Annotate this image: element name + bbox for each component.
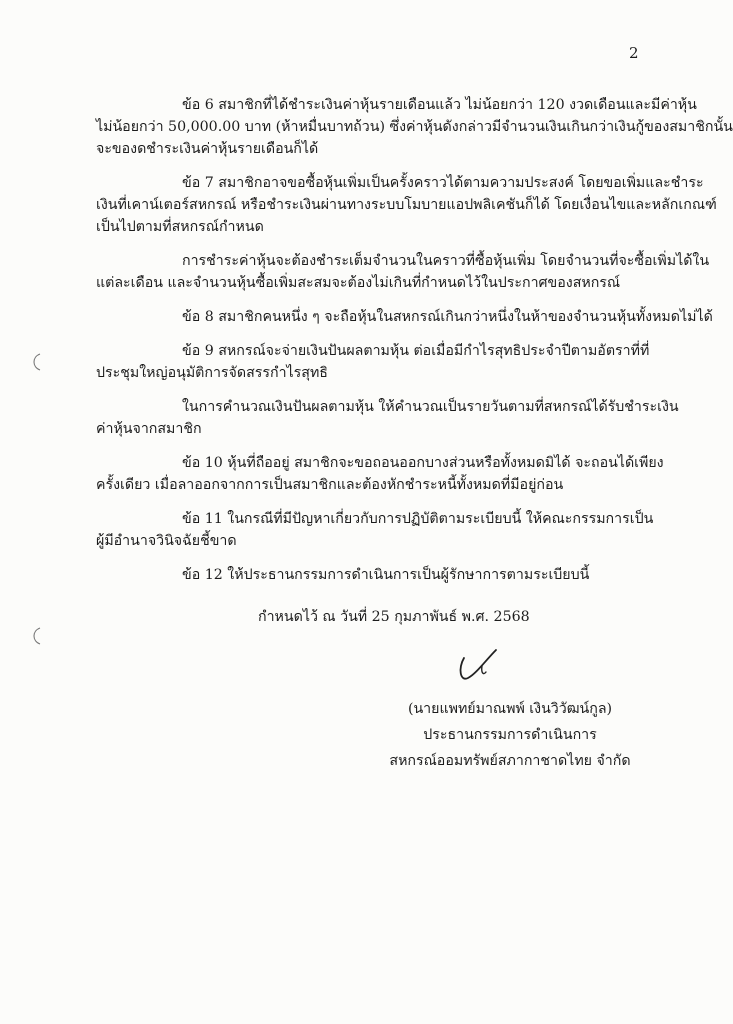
text-line: เป็นไปตามที่สหกรณ์กำหนด [96, 219, 264, 235]
paragraph-article-10 [96, 452, 664, 496]
text-line: จะของดชำระเงินค่าหุ้นรายเดือนก็ได้ [96, 141, 319, 157]
paragraph-article-11 [96, 508, 654, 552]
handwritten-signature [450, 644, 506, 688]
text-line: แต่ละเดือน และจำนวนหุ้นซื้อเพิ่มสะสมจะต้องไม่เกินที่กำหนดไว้ในประกาศของสหกรณ์ [96, 275, 621, 291]
signature-block [380, 696, 640, 774]
text-line: เงินที่เคาน์เตอร์สหกรณ์ หรือชำระเงินผ่านทางระบบโมบายแอปพลิเคชันก็ได้ โดยเงื่อนไขและหลักเกณฑ์ [96, 197, 717, 213]
text-line: ข้อ 11 ในกรณีที่มีปัญหาเกี่ยวกับการปฏิบัติตามระเบียบนี้ ให้คณะกรรมการเป็น [182, 511, 654, 527]
text-line: ข้อ 9 สหกรณ์จะจ่ายเงินปันผลตามหุ้น ต่อเมื่อมีกำไรสุทธิประจำปีตามอัตราที่ที่ [182, 343, 650, 359]
text-line: ผู้มีอำนาจวินิจฉัยชี้ขาด [96, 533, 237, 549]
signatory-name: (นายแพทย์มาณพพ์ เงินวิวัฒน์กูล) [407, 701, 613, 717]
date-line: กำหนดไว้ ณ วันที่ 25 กุมภาพันธ์ พ.ศ. 2568 [258, 609, 530, 625]
page-number: 2 [629, 44, 639, 62]
text-line: การชำระค่าหุ้นจะต้องชำระเต็มจำนวนในคราวที่ซื้อหุ้นเพิ่ม โดยจำนวนที่จะซื้อเพิ่มได้ใน [182, 253, 710, 269]
punch-hole-mark [30, 352, 42, 372]
paragraph-article-7 [96, 172, 717, 238]
text-line: ค่าหุ้นจากสมาชิก [96, 421, 202, 437]
paragraph-article-8 [96, 306, 713, 328]
signatory-organization: สหกรณ์ออมทรัพย์สภากาชาดไทย จำกัด [389, 753, 631, 769]
text-line: ข้อ 7 สมาชิกอาจขอซื้อหุ้นเพิ่มเป็นครั้งคราวได้ตามความประสงค์ โดยขอเพิ่มและชำระ [182, 175, 704, 191]
punch-hole-mark [30, 626, 42, 646]
text-line: ข้อ 10 หุ้นที่ถืออยู่ สมาชิกจะขอถอนออกบางส่วนหรือทั้งหมดมิได้ จะถอนได้เพียง [182, 455, 664, 471]
signatory-position: ประธานกรรมการดำเนินการ [423, 727, 597, 743]
paragraph-share-payment [96, 250, 710, 294]
text-line: ข้อ 8 สมาชิกคนหนึ่ง ๆ จะถือหุ้นในสหกรณ์เกินกว่าหนึ่งในห้าของจำนวนหุ้นทั้งหมดไม่ได้ [182, 309, 713, 325]
document-body [96, 94, 733, 586]
text-line: ในการคำนวณเงินปันผลตามหุ้น ให้คำนวณเป็นรายวันตามที่สหกรณ์ได้รับชำระเงิน [182, 399, 679, 415]
text-line: ประชุมใหญ่อนุมัติการจัดสรรกำไรสุทธิ [96, 365, 328, 381]
text-line: ข้อ 12 ให้ประธานกรรมการดำเนินการเป็นผู้รักษาการตามระเบียบนี้ [182, 567, 590, 583]
paragraph-article-6 [96, 94, 733, 160]
paragraph-article-12 [96, 564, 654, 586]
text-line: ข้อ 6 สมาชิกที่ได้ชำระเงินค่าหุ้นรายเดือนแล้ว ไม่น้อยกว่า 120 งวดเดือนและมีค่าหุ้น [182, 97, 697, 113]
text-line: ไม่น้อยกว่า 50,000.00 บาท (ห้าหมื่นบาทถ้วน) ซึ่งค่าหุ้นดังกล่าวมีจำนวนเงินเกินกว่าเงินกู้ของสมาชิกนั้น [96, 119, 733, 135]
text-line: ครั้งเดียว เมื่อลาออกจากการเป็นสมาชิกและต้องหักชำระหนี้ทั้งหมดที่มีอยู่ก่อน [96, 477, 564, 493]
paragraph-article-9 [96, 340, 654, 384]
paragraph-dividend-calculation [96, 396, 679, 440]
